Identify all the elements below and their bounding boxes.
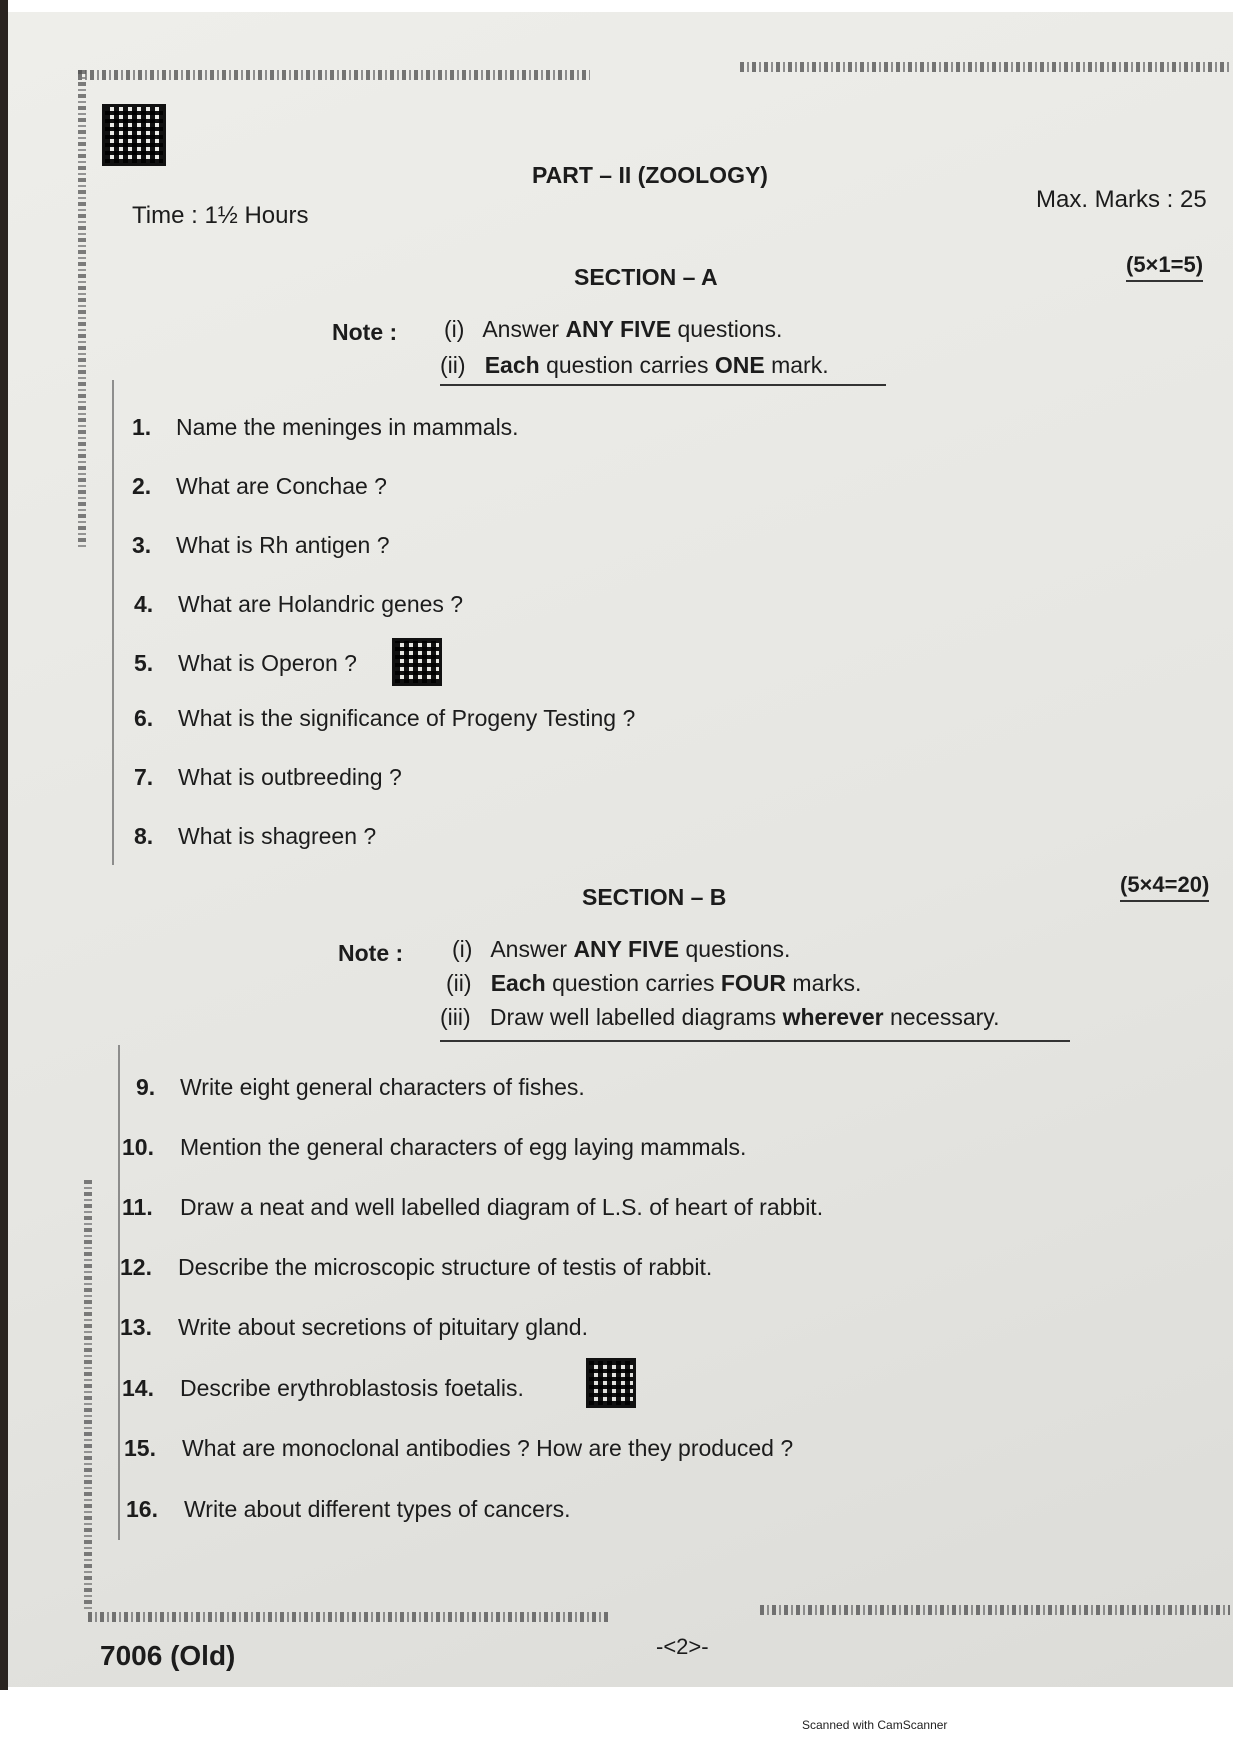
note-text: question carries bbox=[539, 352, 715, 378]
section-b-note-2 bbox=[446, 970, 861, 997]
question-item bbox=[124, 1435, 793, 1462]
question-text: What is outbreeding ? bbox=[178, 764, 402, 790]
question-text: What is Rh antigen ? bbox=[176, 532, 390, 558]
page-number: -<2>- bbox=[656, 1634, 709, 1659]
section-a-title: SECTION – A bbox=[574, 264, 718, 290]
note-text: questions. bbox=[671, 316, 783, 342]
margin-line-a bbox=[112, 380, 114, 865]
note-text: questions. bbox=[679, 936, 791, 962]
question-item bbox=[132, 532, 390, 559]
note-emphasis: ANY FIVE bbox=[565, 316, 672, 342]
border-bottom-right bbox=[760, 1605, 1230, 1615]
paper-code: 7006 (Old) bbox=[100, 1640, 236, 1671]
question-number: 12. bbox=[120, 1254, 152, 1280]
scan-edge bbox=[0, 0, 8, 1690]
section-a-note-1 bbox=[444, 316, 782, 343]
note-text: Answer bbox=[482, 316, 566, 342]
question-item bbox=[120, 1314, 588, 1341]
note-index: (iii) bbox=[440, 1004, 471, 1030]
question-text: Write about secretions of pituitary gland. bbox=[178, 1314, 588, 1340]
question-text: What is shagreen ? bbox=[178, 823, 377, 849]
question-item bbox=[122, 1194, 823, 1221]
question-text: Name the meninges in mammals. bbox=[176, 414, 519, 440]
question-number: 9. bbox=[136, 1074, 156, 1100]
section-a-note-2 bbox=[440, 352, 829, 379]
question-number: 5. bbox=[134, 650, 154, 676]
question-number: 3. bbox=[132, 532, 152, 558]
question-text: Describe the microscopic structure of testis of rabbit. bbox=[178, 1254, 713, 1280]
section-b-note-3 bbox=[440, 1004, 999, 1031]
question-item bbox=[126, 1496, 571, 1523]
note-text: mark. bbox=[764, 352, 829, 378]
question-text: What are monoclonal antibodies ? How are they produced ? bbox=[182, 1435, 794, 1461]
note-index: (i) bbox=[452, 936, 473, 962]
question-text: What are Holandric genes ? bbox=[178, 591, 464, 617]
question-item bbox=[132, 414, 519, 441]
question-item bbox=[122, 1375, 524, 1402]
qr-code-icon bbox=[102, 104, 166, 166]
question-number: 1. bbox=[132, 414, 152, 440]
question-text: What is the significance of Progeny Testing ? bbox=[178, 705, 636, 731]
question-text: Describe erythroblastosis foetalis. bbox=[180, 1375, 524, 1401]
question-item bbox=[132, 473, 387, 500]
question-number: 13. bbox=[120, 1314, 152, 1340]
time-allowed: Time : 1½ Hours bbox=[132, 202, 309, 229]
border-top-right bbox=[740, 62, 1230, 72]
note-emphasis: Each bbox=[484, 352, 540, 378]
question-item bbox=[134, 591, 463, 618]
question-text: Write about different types of cancers. bbox=[184, 1496, 571, 1522]
question-item bbox=[136, 1074, 585, 1101]
scanner-watermark: Scanned with CamScanner bbox=[802, 1718, 948, 1732]
note-text: question carries bbox=[545, 970, 721, 996]
question-item bbox=[134, 650, 357, 677]
margin-line-b bbox=[118, 1045, 120, 1540]
border-bottom-left bbox=[88, 1612, 608, 1622]
note-emphasis: ONE bbox=[714, 352, 765, 378]
border-left-lower bbox=[84, 1180, 92, 1610]
question-number: 11. bbox=[122, 1194, 153, 1220]
note-emphasis: Each bbox=[490, 970, 546, 996]
section-b-title: SECTION – B bbox=[582, 884, 727, 910]
section-b-note-label: Note : bbox=[338, 940, 404, 966]
question-number: 14. bbox=[122, 1375, 154, 1401]
question-item bbox=[134, 764, 402, 791]
qr-code-icon bbox=[392, 638, 442, 686]
question-text: Draw a neat and well labelled diagram of L.S. of heart of rabbit. bbox=[180, 1194, 824, 1220]
note-text: Draw well labelled diagrams bbox=[489, 1004, 783, 1030]
note-text: Answer bbox=[490, 936, 574, 962]
section-a-marks: (5×1=5) bbox=[1126, 252, 1203, 282]
question-number: 16. bbox=[126, 1496, 158, 1522]
qr-code-icon bbox=[586, 1358, 636, 1408]
border-left-upper bbox=[78, 70, 86, 550]
note-emphasis: ANY FIVE bbox=[573, 936, 680, 962]
question-text: Write eight general characters of fishes. bbox=[180, 1074, 585, 1100]
max-marks: Max. Marks : 25 bbox=[1036, 186, 1207, 213]
question-number: 8. bbox=[134, 823, 154, 849]
question-number: 2. bbox=[132, 473, 152, 499]
section-b-note-1 bbox=[452, 936, 790, 963]
note-underline bbox=[440, 1040, 1070, 1042]
question-text: What is Operon ? bbox=[178, 650, 357, 676]
note-index: (i) bbox=[444, 316, 465, 342]
note-emphasis: FOUR bbox=[720, 970, 787, 996]
question-number: 10. bbox=[122, 1134, 154, 1160]
question-item bbox=[134, 823, 376, 850]
question-text: Mention the general characters of egg laying mammals. bbox=[180, 1134, 747, 1160]
note-underline bbox=[440, 384, 886, 386]
part-title: PART – II (ZOOLOGY) bbox=[532, 162, 768, 188]
section-b-marks: (5×4=20) bbox=[1120, 872, 1209, 902]
note-index: (ii) bbox=[440, 352, 466, 378]
question-text: What are Conchae ? bbox=[176, 473, 387, 499]
question-item bbox=[120, 1254, 712, 1281]
question-number: 6. bbox=[134, 705, 154, 731]
section-a-note-label: Note : bbox=[332, 319, 398, 345]
note-emphasis: wherever bbox=[782, 1004, 884, 1030]
note-text: marks. bbox=[786, 970, 862, 996]
question-item bbox=[134, 705, 635, 732]
question-number: 4. bbox=[134, 591, 154, 617]
question-item bbox=[122, 1134, 746, 1161]
note-text: necessary. bbox=[883, 1004, 1000, 1030]
question-number: 15. bbox=[124, 1435, 156, 1461]
border-top-left bbox=[78, 70, 590, 80]
note-index: (ii) bbox=[446, 970, 472, 996]
question-number: 7. bbox=[134, 764, 154, 790]
